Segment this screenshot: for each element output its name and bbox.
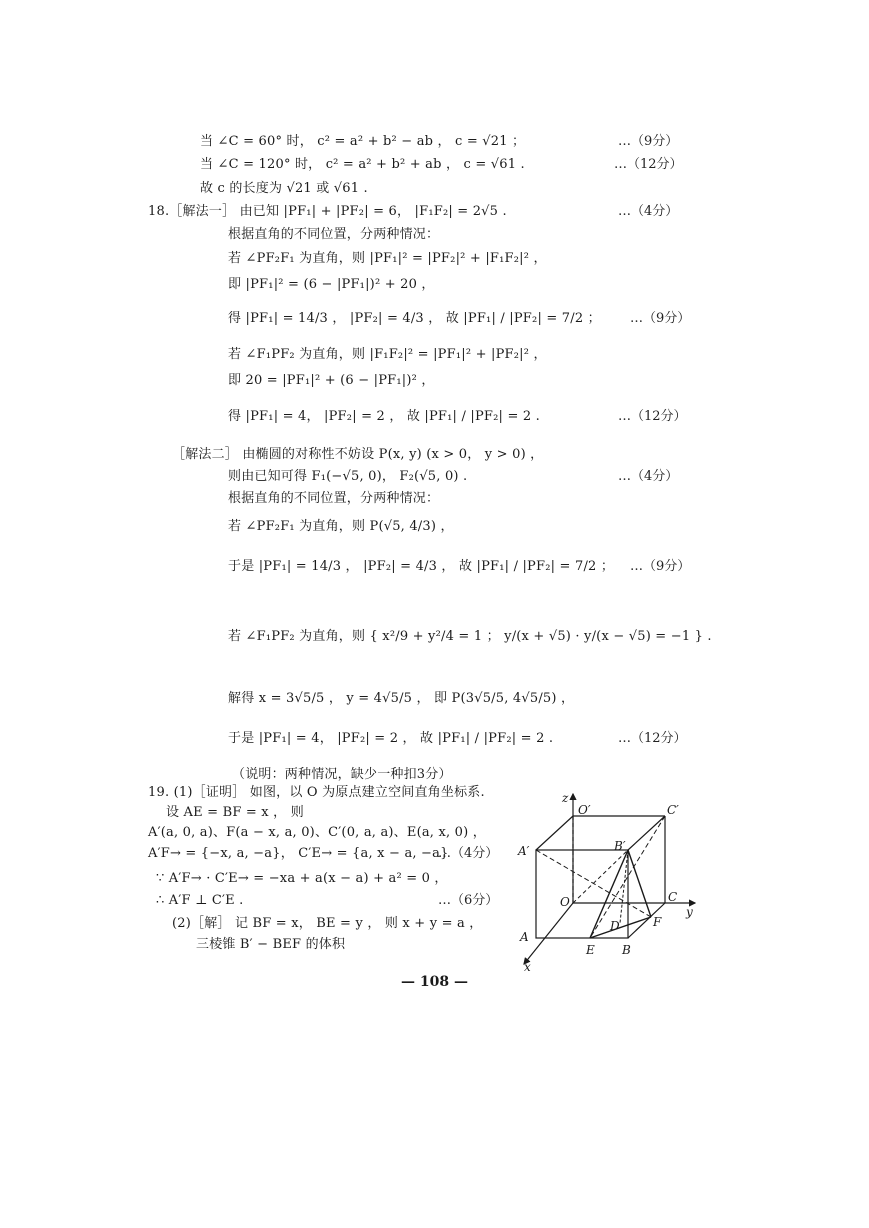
figure-label: y bbox=[686, 905, 693, 919]
figure-label: D bbox=[610, 919, 620, 933]
score-mark: …（9分） bbox=[630, 559, 691, 574]
figure-label: A bbox=[520, 930, 529, 944]
text-line: 则由已知可得 F₁(−√5, 0)， F₂(√5, 0) . bbox=[228, 469, 468, 484]
figure-label: z bbox=[562, 791, 569, 805]
text-line: 即 |PF₁|² = (6 − |PF₁|)² + 20 ， bbox=[228, 277, 435, 292]
text-line: 三棱锥 B′ − BEF 的体积 bbox=[196, 937, 346, 952]
figure-label: O bbox=[560, 895, 570, 909]
figure-label: B bbox=[622, 943, 631, 957]
figure-label: B′ bbox=[614, 839, 626, 853]
text-line: (2)［解］ 记 BF = x， BE = y ， 则 x + y = a ， bbox=[172, 916, 483, 931]
text-line: 设 AE = BF = x ， 则 bbox=[166, 805, 304, 820]
cube-figure bbox=[510, 788, 700, 973]
text-line: ［解法二］ 由椭圆的对称性不妨设 P(x, y) (x > 0， y > 0) ， bbox=[172, 447, 544, 462]
text-line: 根据直角的不同位置，分两种情况： bbox=[228, 491, 440, 506]
text-line: 得 |PF₁| = 4， |PF₂| = 2 ， 故 |PF₁| / |PF₂| = 2 . bbox=[228, 409, 541, 424]
figure-label: O′ bbox=[578, 803, 591, 817]
figure-label: F bbox=[653, 915, 662, 929]
text-line: 根据直角的不同位置，分两种情况： bbox=[228, 227, 440, 242]
text-line: 得 |PF₁| = 14/3 ， |PF₂| = 4/3 ， 故 |PF₁| / |PF₂| = 7/2 ； bbox=[228, 311, 601, 326]
figure-label: C bbox=[668, 890, 678, 904]
text-line: 解得 x = 3√5/5 ， y = 4√5/5 ， 即 P(3√5/5, 4√5/5) ， bbox=[228, 691, 575, 706]
text-line: ∴ A′F ⊥ C′E . bbox=[156, 893, 244, 908]
text-line: 当 ∠C = 60° 时， c² = a² + b² − ab ， c = √21 ； bbox=[200, 134, 526, 149]
text-line: 若 ∠PF₂F₁ 为直角，则 |PF₁|² = |PF₂|² + |F₁F₂|² ， bbox=[228, 251, 547, 266]
text-line: 若 ∠PF₂F₁ 为直角，则 P(√5, 4/3) ， bbox=[228, 519, 454, 534]
text-line: 若 ∠F₁PF₂ 为直角，则 { x²/9 + y²/4 = 1 ； y/(x + √5) · y/(x − √5) = −1 } . bbox=[228, 629, 712, 644]
score-mark: …（4分） bbox=[438, 846, 499, 861]
x-axis bbox=[524, 903, 573, 964]
text-line: （说明：两种情况，缺少一种扣3分） bbox=[232, 767, 452, 782]
text-line: 19. (1)［证明］ 如图，以 O 为原点建立空间直角坐标系. bbox=[148, 785, 485, 800]
score-mark: …（9分） bbox=[630, 311, 691, 326]
text-line: 18.［解法一］ 由已知 |PF₁| + |PF₂| = 6， |F₁F₂| = 2√5 . bbox=[148, 204, 507, 219]
text-line: A′(a, 0, a)、F(a − x, a, 0)、C′(0, a, a)、E(a, x, 0) ， bbox=[148, 825, 486, 840]
page-number: — 108 — bbox=[401, 974, 468, 990]
text-line: 若 ∠F₁PF₂ 为直角，则 |F₁F₂|² = |PF₁|² + |PF₂|² ， bbox=[228, 347, 547, 362]
score-mark: …（4分） bbox=[618, 469, 679, 484]
score-mark: …（6分） bbox=[438, 893, 499, 908]
score-mark: …（9分） bbox=[618, 134, 679, 149]
score-mark: …（4分） bbox=[618, 204, 679, 219]
figure-label: E bbox=[586, 943, 595, 957]
figure-label: C′ bbox=[667, 803, 679, 817]
figure-label: A′ bbox=[518, 844, 530, 858]
text-line: 于是 |PF₁| = 4， |PF₂| = 2 ， 故 |PF₁| / |PF₂| = 2 . bbox=[228, 731, 554, 746]
figure-label: x bbox=[524, 960, 531, 973]
score-mark: …（12分） bbox=[614, 157, 683, 172]
score-mark: …（12分） bbox=[618, 409, 687, 424]
text-line: 于是 |PF₁| = 14/3 ， |PF₂| = 4/3 ， 故 |PF₁| / |PF₂| = 7/2 ； bbox=[228, 559, 615, 574]
score-mark: …（12分） bbox=[618, 731, 687, 746]
text-line: 即 20 = |PF₁|² + (6 − |PF₁|)² ， bbox=[228, 373, 435, 388]
text-line: A′F→ = {−x, a, −a}， C′E→ = {a, x − a, −a} bbox=[148, 846, 449, 861]
text-line: 当 ∠C = 120° 时， c² = a² + b² + ab ， c = √61 . bbox=[200, 157, 525, 172]
text-line: ∵ A′F→ · C′E→ = −xa + a(x − a) + a² = 0 ， bbox=[156, 871, 448, 886]
text-line: 故 c 的长度为 √21 或 √61 . bbox=[200, 181, 368, 196]
